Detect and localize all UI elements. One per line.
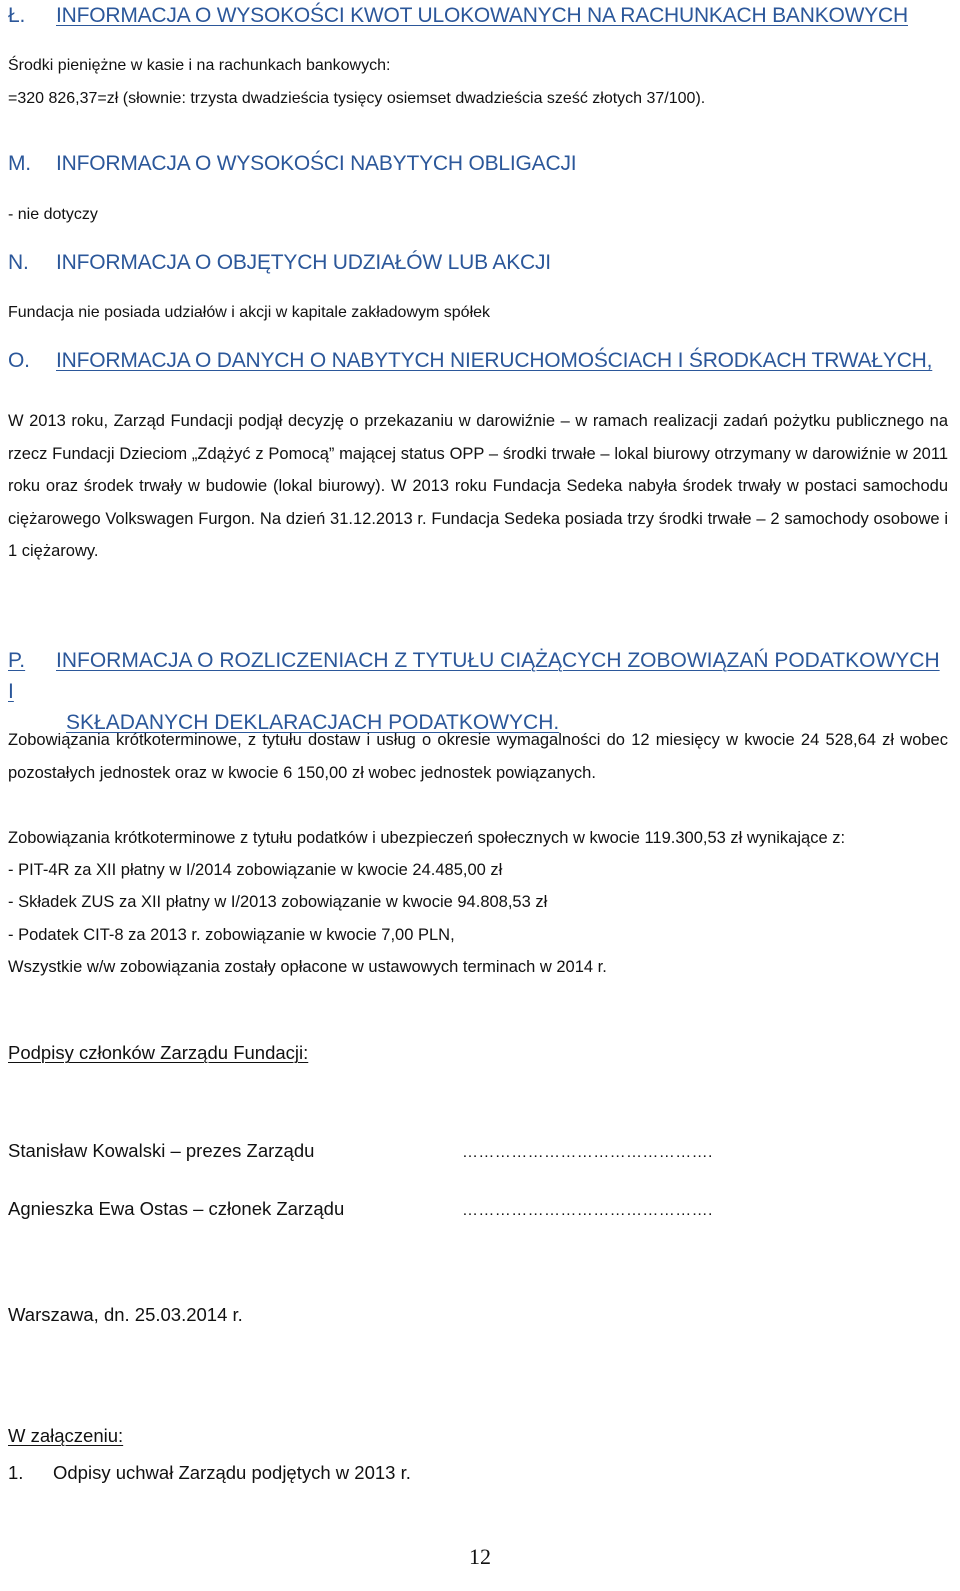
- section-p-item: - Podatek CIT-8 za 2013 r. zobowiązanie w kwocie 7,00 PLN,: [8, 926, 455, 944]
- section-l-line1: Środki pieniężne w kasie i na rachunkach bankowych:: [8, 57, 391, 74]
- section-p-paragraph1: Zobowiązania krótkoterminowe, z tytułu dostaw i usług o okresie wymagalności do 12 miesięcy w kwocie 24 528,64 zł wobec pozostałych jednostek oraz w kwocie 6 150,00 zł wobec jednostek powiązanych.: [8, 731, 948, 782]
- section-m-heading: [8, 152, 576, 176]
- place-date: Warszawa, dn. 25.03.2014 r.: [8, 1304, 243, 1325]
- section-m-letter: M.: [8, 152, 31, 175]
- section-o-heading: [8, 349, 932, 373]
- section-p-title-line2: SKŁADANYCH DEKLARACJACH PODATKOWYCH.: [66, 711, 560, 734]
- attachment-number: 1.: [8, 1462, 24, 1483]
- section-m-title: INFORMACJA O WYSOKOŚCI NABYTYCH OBLIGACJI: [56, 152, 577, 175]
- section-l-heading: [8, 4, 908, 28]
- page-number: 12: [469, 1544, 491, 1569]
- attachment-item: [8, 1462, 411, 1484]
- section-l-line2: =320 826,37=zł (słownie: trzysta dwadzieścia tysięcy osiemset dwadzieścia sześć złotych 37/100).: [8, 90, 706, 107]
- section-o-title: INFORMACJA O DANYCH O NABYTYCH NIERUCHOMOŚCIACH I ŚRODKACH TRWAŁYCH,: [56, 349, 933, 372]
- section-p-title-line1: INFORMACJA O ROZLICZENIACH Z TYTUŁU CIĄŻĄCYCH ZOBOWIĄZAŃ PODATKOWYCH I: [8, 649, 940, 703]
- section-n-title: INFORMACJA O OBJĘTYCH UDZIAŁÓW LUB AKCJI: [56, 251, 551, 274]
- section-n-heading: [8, 251, 551, 275]
- section-p-paragraph2: Zobowiązania krótkoterminowe z tytułu podatków i ubezpieczeń społecznych w kwocie 119.300,53 zł wynikające z:: [8, 829, 846, 847]
- section-n-letter: N.: [8, 251, 29, 274]
- section-p-item: - PIT-4R za XII płatny w I/2014 zobowiązanie w kwocie 24.485,00 zł: [8, 861, 503, 879]
- section-o-letter: O.: [8, 349, 30, 372]
- signature-name: Agnieszka Ewa Ostas – członek Zarządu: [8, 1198, 345, 1219]
- section-p-item: - Składek ZUS za XII płatny w I/2013 zobowiązanie w kwocie 94.808,53 zł: [8, 893, 548, 911]
- section-o-paragraph: W 2013 roku, Zarząd Fundacji podjął decyzję o przekazaniu w darowiźnie – w ramach realizacji zadań pożytku publicznego na rzecz Fundacji Dzieciom „Zdążyć z Pomocą” mającej status OPP – środki trwałe – lokal biurowy otrzymany w darowiźnie w 2011 roku oraz środek trwały w budowie (lokal biurowy). W 2013 roku Fundacja Sedeka nabyła środek trwały w postaci samochodu ciężarowego Volkswagen Furgon. Na dzień 31.12.2013 r. Fundacja Sedeka posiada trzy środki trwałe – 2 samochody osobowe i 1 ciężarowy.: [8, 412, 948, 561]
- attachment-text: Odpisy uchwał Zarządu podjętych w 2013 r.: [53, 1462, 411, 1483]
- attachments-heading: W załączeniu:: [8, 1425, 124, 1446]
- section-n-text: Fundacja nie posiada udziałów i akcji w kapitale zakładowym spółek: [8, 304, 491, 321]
- section-l-title: INFORMACJA O WYSOKOŚCI KWOT ULOKOWANYCH NA RACHUNKACH BANKOWYCH: [56, 4, 908, 27]
- section-p-letter: P.: [8, 649, 26, 672]
- section-l-letter: Ł.: [8, 4, 26, 27]
- signatures-heading: Podpisy członków Zarządu Fundacji:: [8, 1042, 309, 1063]
- signature-line: ……………………………………….: [462, 1202, 713, 1219]
- section-m-text: - nie dotyczy: [8, 206, 98, 223]
- signature-name: Stanisław Kowalski – prezes Zarządu: [8, 1140, 315, 1161]
- section-p-closing: Wszystkie w/w zobowiązania zostały opłacone w ustawowych terminach w 2014 r.: [8, 958, 607, 976]
- signature-line: ……………………………………….: [462, 1144, 713, 1161]
